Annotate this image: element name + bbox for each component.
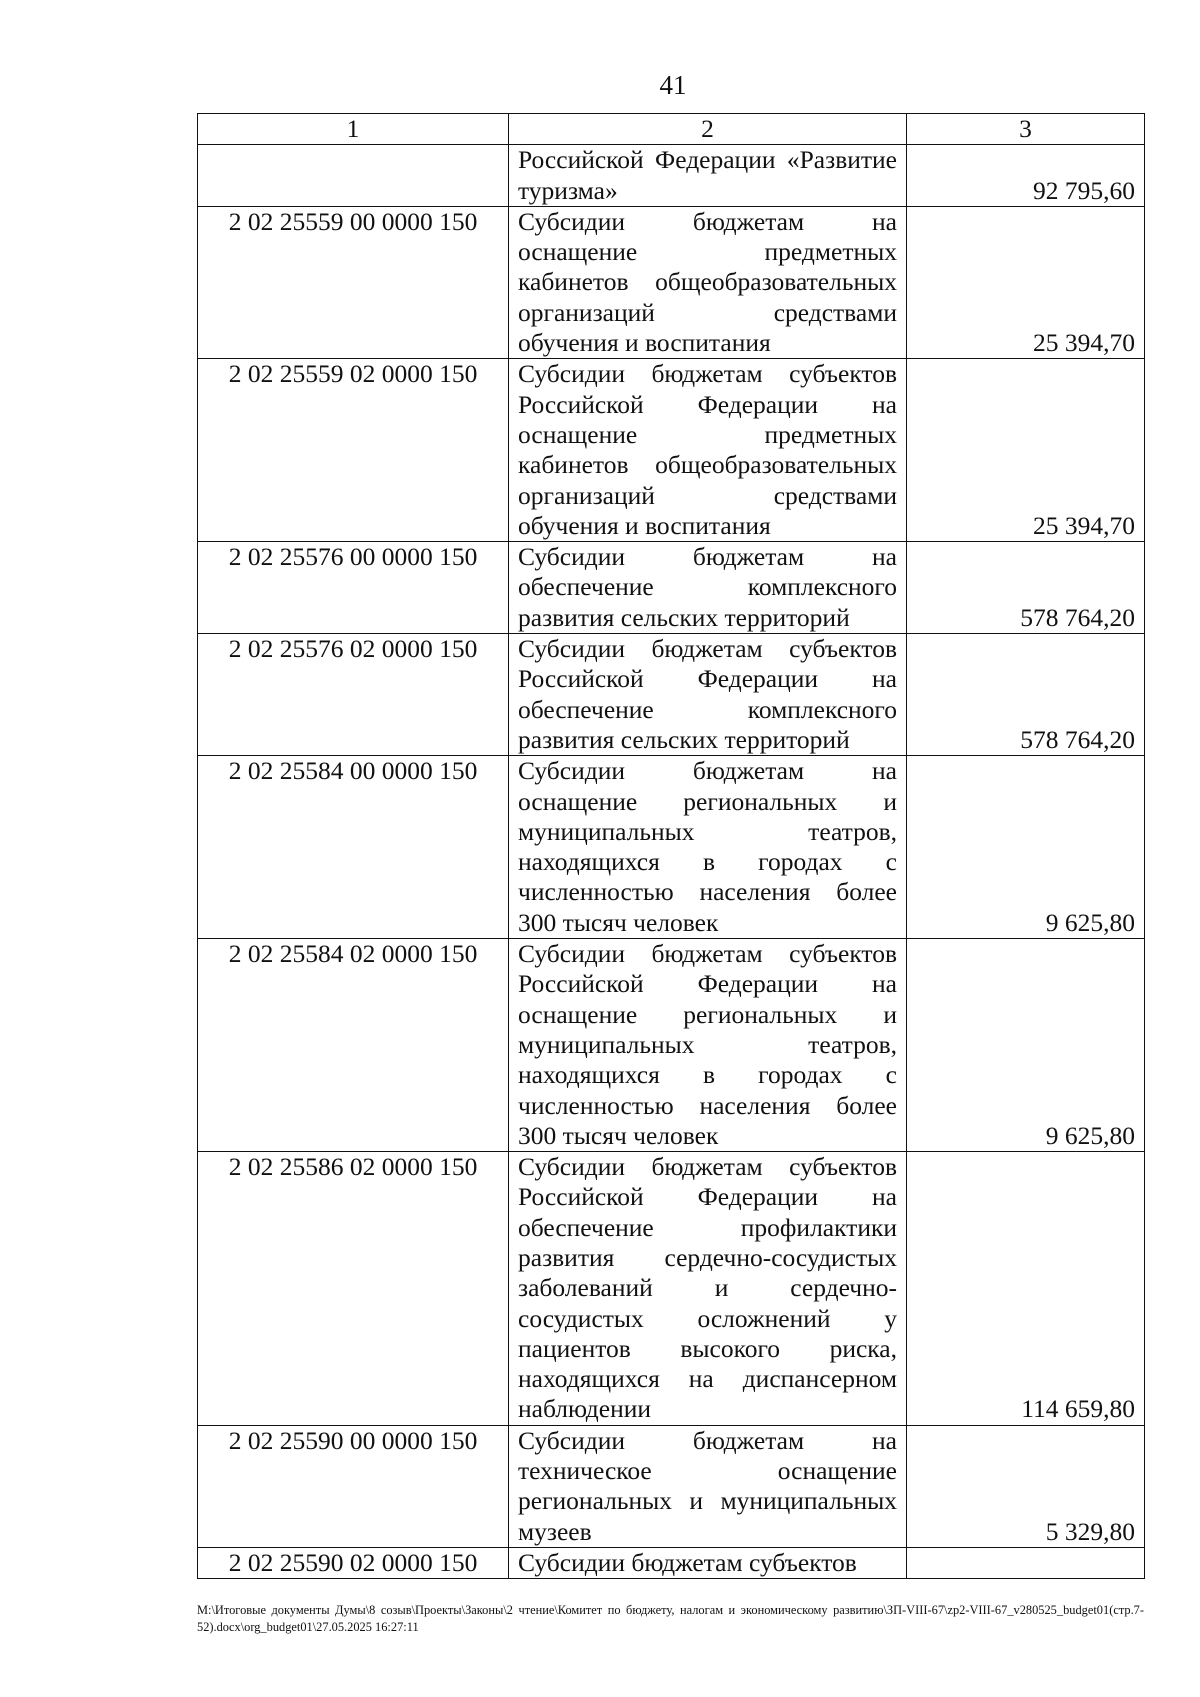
- amount-cell: 578 764,20: [907, 634, 1145, 756]
- description-line: кабинетов общеобразовательных: [518, 267, 897, 297]
- description-line: Субсидии бюджетам субъектов: [518, 1547, 857, 1577]
- amount-cell: 25 394,70: [907, 206, 1145, 358]
- description-cell: [509, 939, 907, 1152]
- description-cell: [509, 359, 907, 542]
- description-line: развития сельских территорий: [518, 724, 850, 754]
- description-line: Российской Федерации на: [518, 389, 897, 419]
- description-line: Субсидии бюджетам субъектов: [518, 939, 897, 969]
- description-line: численностью населения более: [518, 877, 897, 907]
- description-line: Российской Федерации на: [518, 1182, 897, 1212]
- column-header-description: 2: [509, 114, 907, 145]
- description-line: туризма»: [518, 175, 618, 205]
- description-line: находящихся на диспансерном: [518, 1364, 897, 1394]
- budget-code-cell: 2 02 25559 00 0000 150: [198, 206, 509, 358]
- table-row: [198, 359, 1145, 542]
- description-line: оснащение предметных: [518, 419, 897, 449]
- description-line: Субсидии бюджетам на: [518, 756, 897, 786]
- budget-code-cell: [198, 145, 509, 207]
- description-line: муниципальных театров,: [518, 816, 897, 846]
- description-line: 300 тысяч человек: [518, 1120, 719, 1150]
- description-cell: [509, 206, 907, 358]
- table-row: [198, 634, 1145, 756]
- table-header-row: [198, 114, 1145, 145]
- budget-code-cell: 2 02 25584 02 0000 150: [198, 939, 509, 1152]
- description-line: Субсидии бюджетам субъектов: [518, 359, 897, 389]
- table-row: [198, 542, 1145, 634]
- table-row: [198, 756, 1145, 939]
- description-cell: [509, 542, 907, 634]
- description-cell: [509, 634, 907, 756]
- description-line: обучения и воспитания: [518, 328, 771, 358]
- description-line: Субсидии бюджетам на: [518, 1425, 897, 1455]
- description-line: численностью населения более: [518, 1090, 897, 1120]
- column-header-code: 1: [198, 114, 509, 145]
- description-line: оснащение предметных: [518, 237, 897, 267]
- table-row: [198, 1547, 1145, 1578]
- description-cell: [509, 145, 907, 207]
- description-line: обеспечение профилактики: [518, 1212, 897, 1242]
- description-line: находящихся в городах с: [518, 847, 897, 877]
- description-line: музеев: [518, 1516, 592, 1546]
- description-line: Субсидии бюджетам субъектов: [518, 1152, 897, 1182]
- budget-code-cell: 2 02 25559 02 0000 150: [198, 359, 509, 542]
- amount-cell: 578 764,20: [907, 542, 1145, 634]
- table-row: [198, 206, 1145, 358]
- description-line: обеспечение комплексного: [518, 694, 897, 724]
- description-line: Российской Федерации на: [518, 969, 897, 999]
- table-row: [198, 939, 1145, 1152]
- description-line: оснащение региональных и: [518, 786, 897, 816]
- description-cell: [509, 1547, 907, 1578]
- description-line: организаций средствами: [518, 297, 897, 327]
- description-line: Российской Федерации на: [518, 664, 897, 694]
- amount-cell: 9 625,80: [907, 939, 1145, 1152]
- description-cell: [509, 756, 907, 939]
- description-line: оснащение региональных и: [518, 999, 897, 1029]
- description-line: Субсидии бюджетам субъектов: [518, 634, 897, 664]
- description-line: наблюдении: [518, 1394, 652, 1424]
- budget-code-cell: 2 02 25590 00 0000 150: [198, 1425, 509, 1547]
- description-line: Субсидии бюджетам на: [518, 542, 897, 572]
- amount-cell: 25 394,70: [907, 359, 1145, 542]
- amount-cell: 114 659,80: [907, 1152, 1145, 1426]
- description-line: Российской Федерации «Развитие: [518, 145, 897, 175]
- description-line: обучения и воспитания: [518, 510, 771, 540]
- description-line: муниципальных театров,: [518, 1029, 897, 1059]
- description-line: кабинетов общеобразовательных: [518, 450, 897, 480]
- description-line: заболеваний и сердечно-: [518, 1273, 897, 1303]
- table-row: [198, 1425, 1145, 1547]
- amount-cell: [907, 1547, 1145, 1578]
- description-cell: [509, 1152, 907, 1426]
- description-line: развития сердечно-сосудистых: [518, 1242, 897, 1272]
- budget-code-cell: 2 02 25576 00 0000 150: [198, 542, 509, 634]
- description-line: находящихся в городах с: [518, 1060, 897, 1090]
- amount-cell: 92 795,60: [907, 145, 1145, 207]
- amount-cell: 9 625,80: [907, 756, 1145, 939]
- description-line: сосудистых осложнений у: [518, 1303, 897, 1333]
- description-cell: [509, 1425, 907, 1547]
- budget-code-cell: 2 02 25576 02 0000 150: [198, 634, 509, 756]
- description-line: развития сельских территорий: [518, 602, 850, 632]
- table-row: [198, 1152, 1145, 1426]
- table-body: [198, 145, 1145, 1579]
- description-line: Субсидии бюджетам на: [518, 206, 897, 236]
- description-line: техническое оснащение: [518, 1456, 897, 1486]
- column-header-amount: 3: [907, 114, 1145, 145]
- amount-cell: 5 329,80: [907, 1425, 1145, 1547]
- description-line: 300 тысяч человек: [518, 907, 719, 937]
- description-line: обеспечение комплексного: [518, 572, 897, 602]
- description-line: организаций средствами: [518, 480, 897, 510]
- budget-code-cell: 2 02 25584 00 0000 150: [198, 756, 509, 939]
- page-number: 41: [659, 70, 687, 100]
- description-line: пациентов высокого риска,: [518, 1333, 897, 1363]
- table-row: [198, 145, 1145, 207]
- description-line: региональных и муниципальных: [518, 1486, 897, 1516]
- budget-code-cell: 2 02 25590 02 0000 150: [198, 1547, 509, 1578]
- document-file-path-footer: М:\Итоговые документы Думы\8 созыв\Проекты\Законы\2 чтение\Комитет по бюджету, налогам и экономическому развитию\ЗП-VIII-67\zp2-VIII-67_v280525_budget01(стр.7-52).docx\org_budget01\27.05.2025 16:27:11: [197, 1603, 1144, 1634]
- budget-code-cell: 2 02 25586 02 0000 150: [198, 1152, 509, 1426]
- budget-revenue-table: [197, 113, 1145, 1579]
